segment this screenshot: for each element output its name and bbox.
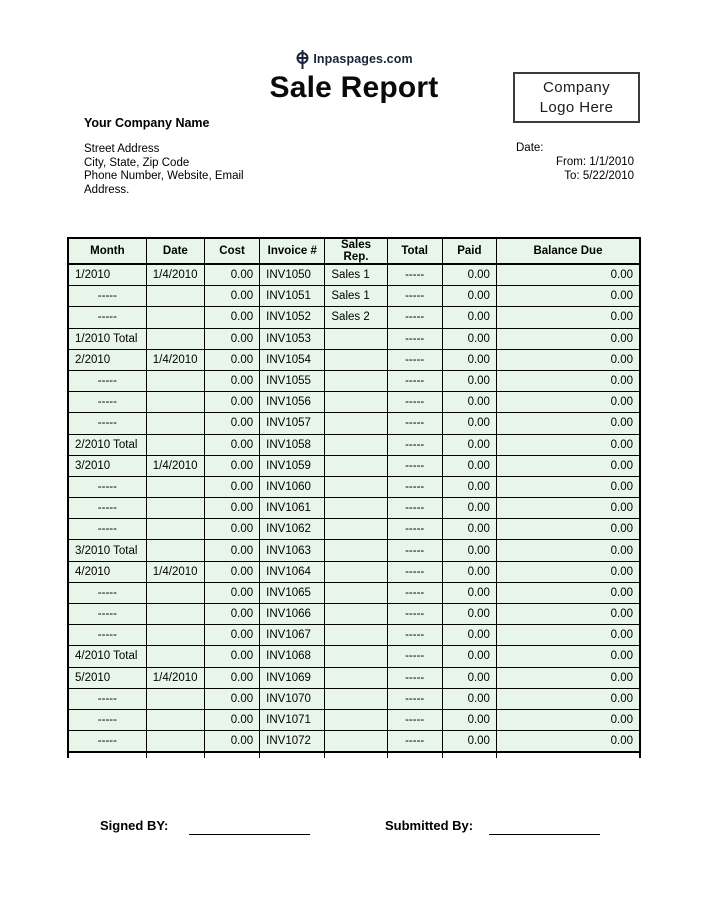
table-cell-empty <box>68 752 146 758</box>
table-cell: 0.00 <box>442 519 496 540</box>
table-cell: 0.00 <box>496 582 640 603</box>
table-row <box>68 498 640 519</box>
table-cell: ----- <box>68 582 146 603</box>
table-cell: 0.00 <box>204 731 259 753</box>
signed-by-label: Signed BY: <box>100 818 169 833</box>
table-cell: ----- <box>68 625 146 646</box>
table-cell: INV1060 <box>260 476 325 497</box>
table-cell: 0.00 <box>496 709 640 730</box>
table-cell: 0.00 <box>442 455 496 476</box>
table-cell: ----- <box>68 392 146 413</box>
table-partial-row <box>68 752 640 758</box>
table-cell: 0.00 <box>442 413 496 434</box>
table-cell: INV1055 <box>260 370 325 391</box>
table-cell: INV1068 <box>260 646 325 667</box>
table-cell: ----- <box>387 307 442 328</box>
table-cell: ----- <box>387 286 442 307</box>
table-cell: 0.00 <box>442 349 496 370</box>
table-row <box>68 392 640 413</box>
table-cell: 0.00 <box>442 731 496 753</box>
table-row <box>68 519 640 540</box>
table-cell: 1/4/2010 <box>146 667 204 688</box>
brand <box>0 49 708 69</box>
table-cell: 0.00 <box>204 476 259 497</box>
table-cell: ----- <box>387 604 442 625</box>
table-cell-empty <box>146 752 204 758</box>
table-cell: INV1070 <box>260 688 325 709</box>
table-row <box>68 688 640 709</box>
table-cell: 0.00 <box>442 540 496 561</box>
table-cell <box>325 731 387 753</box>
table-cell <box>325 688 387 709</box>
table-cell: 0.00 <box>496 688 640 709</box>
date-to: To: 5/22/2010 <box>564 170 634 182</box>
table-cell: 3/2010 <box>68 455 146 476</box>
table-cell-empty <box>387 752 442 758</box>
table-cell: INV1064 <box>260 561 325 582</box>
table-cell <box>146 582 204 603</box>
table-cell: 0.00 <box>204 434 259 455</box>
submitted-by-signature-line <box>489 834 600 835</box>
table-cell: 0.00 <box>496 731 640 753</box>
table-cell: 0.00 <box>204 709 259 730</box>
table-header <box>68 238 640 264</box>
table-cell: ----- <box>387 370 442 391</box>
company-logo-placeholder <box>513 72 640 123</box>
table-cell: 0.00 <box>442 264 496 286</box>
header-invoice: Invoice # <box>260 238 325 264</box>
table-cell: INV1054 <box>260 349 325 370</box>
table-cell <box>325 561 387 582</box>
table-cell-empty <box>325 752 387 758</box>
table-cell: 0.00 <box>204 604 259 625</box>
table-cell <box>325 413 387 434</box>
table-cell: INV1058 <box>260 434 325 455</box>
table-row <box>68 455 640 476</box>
table-cell: 0.00 <box>204 625 259 646</box>
table-cell: INV1057 <box>260 413 325 434</box>
table-cell: 1/4/2010 <box>146 349 204 370</box>
table-cell: 1/2010 <box>68 264 146 286</box>
date-from: From: 1/1/2010 <box>556 156 634 168</box>
logo-placeholder-line2: Logo Here <box>539 99 614 116</box>
table-cell: 1/4/2010 <box>146 561 204 582</box>
table-cell <box>325 498 387 519</box>
table-cell: 0.00 <box>442 286 496 307</box>
table-cell <box>325 540 387 561</box>
table-cell: 0.00 <box>496 625 640 646</box>
table-cell: 0.00 <box>442 582 496 603</box>
table-cell: 0.00 <box>496 476 640 497</box>
table-cell: INV1051 <box>260 286 325 307</box>
table-cell: ----- <box>387 498 442 519</box>
table-cell: ----- <box>68 307 146 328</box>
address-line: Street Address <box>84 143 160 155</box>
table-row <box>68 413 640 434</box>
table-cell: ----- <box>387 688 442 709</box>
table-cell: INV1065 <box>260 582 325 603</box>
header-date: Date <box>146 238 204 264</box>
table-row <box>68 646 640 667</box>
table-row <box>68 625 640 646</box>
table-cell: 1/4/2010 <box>146 455 204 476</box>
table-cell-empty <box>204 752 259 758</box>
table-row <box>68 709 640 730</box>
table-row <box>68 264 640 286</box>
table-row <box>68 540 640 561</box>
table-cell <box>146 540 204 561</box>
brand-text: Inpaspages.com <box>313 52 413 66</box>
table-cell: 0.00 <box>204 540 259 561</box>
table-cell: 0.00 <box>496 455 640 476</box>
table-cell <box>325 646 387 667</box>
sales-table <box>67 237 641 758</box>
table-cell: 0.00 <box>496 498 640 519</box>
table-cell: ----- <box>387 519 442 540</box>
table-cell: ----- <box>387 264 442 286</box>
crosshair-logo-icon <box>295 50 310 69</box>
table-cell <box>146 286 204 307</box>
table-row <box>68 370 640 391</box>
table-cell: ----- <box>387 646 442 667</box>
table-cell <box>146 625 204 646</box>
signed-by-signature-line <box>189 834 310 835</box>
table-cell: Sales 1 <box>325 264 387 286</box>
table-cell: 4/2010 <box>68 561 146 582</box>
submitted-by-label: Submitted By: <box>385 818 474 833</box>
table-cell: ----- <box>387 540 442 561</box>
table-cell: 0.00 <box>496 392 640 413</box>
table-cell: 0.00 <box>442 688 496 709</box>
table-cell <box>146 646 204 667</box>
table-cell: 0.00 <box>496 413 640 434</box>
table-cell: 0.00 <box>204 667 259 688</box>
table-cell: INV1062 <box>260 519 325 540</box>
table-cell <box>146 731 204 753</box>
table-row <box>68 604 640 625</box>
table-cell: 0.00 <box>496 370 640 391</box>
table-cell: INV1059 <box>260 455 325 476</box>
address-line: City, State, Zip Code <box>84 156 190 169</box>
table-cell <box>146 498 204 519</box>
table-cell: 1/2010 Total <box>68 328 146 349</box>
table-cell: 2/2010 Total <box>68 434 146 455</box>
table-cell: ----- <box>387 413 442 434</box>
table-cell: ----- <box>68 688 146 709</box>
table-cell <box>325 625 387 646</box>
table-cell: 0.00 <box>204 264 259 286</box>
table-cell: 1/4/2010 <box>146 264 204 286</box>
table-cell: INV1053 <box>260 328 325 349</box>
table-cell: ----- <box>68 519 146 540</box>
table-row <box>68 667 640 688</box>
table-row <box>68 476 640 497</box>
table-cell: 0.00 <box>442 328 496 349</box>
table-cell <box>325 455 387 476</box>
header-row <box>68 238 640 264</box>
page-title: Sale Report <box>269 71 439 104</box>
table-cell: ----- <box>387 667 442 688</box>
table-cell: 0.00 <box>442 307 496 328</box>
table-cell: 0.00 <box>204 646 259 667</box>
table-cell: 0.00 <box>204 307 259 328</box>
table-cell <box>325 328 387 349</box>
table-cell: INV1056 <box>260 392 325 413</box>
table-cell <box>146 604 204 625</box>
table-cell <box>325 582 387 603</box>
header-balance-due: Balance Due <box>496 238 640 264</box>
table-cell: ----- <box>68 476 146 497</box>
date-label: Date: <box>516 142 544 154</box>
table-cell: 0.00 <box>442 667 496 688</box>
table-cell-empty <box>260 752 325 758</box>
table-cell: 0.00 <box>204 498 259 519</box>
table-cell-empty <box>442 752 496 758</box>
table-cell: 0.00 <box>204 455 259 476</box>
table-row <box>68 434 640 455</box>
table-cell: 0.00 <box>442 625 496 646</box>
table-cell <box>146 370 204 391</box>
table-cell: 0.00 <box>442 370 496 391</box>
table-cell: 0.00 <box>204 688 259 709</box>
table-cell <box>325 519 387 540</box>
table-cell: INV1063 <box>260 540 325 561</box>
table-cell: ----- <box>387 434 442 455</box>
table-cell: ----- <box>68 709 146 730</box>
table-cell: 2/2010 <box>68 349 146 370</box>
table-cell: INV1066 <box>260 604 325 625</box>
table-cell <box>325 349 387 370</box>
table-cell <box>325 667 387 688</box>
table-cell: ----- <box>68 413 146 434</box>
table-cell: 0.00 <box>442 646 496 667</box>
table-cell: 0.00 <box>496 561 640 582</box>
table-cell: 5/2010 <box>68 667 146 688</box>
table-cell: ----- <box>387 392 442 413</box>
table-body <box>68 264 640 758</box>
table-cell: 0.00 <box>496 264 640 286</box>
logo-placeholder-line1: Company <box>543 79 610 96</box>
table-cell: ----- <box>387 625 442 646</box>
address-line: Phone Number, Website, Email <box>84 170 244 182</box>
table-cell: ----- <box>387 561 442 582</box>
table-cell: 0.00 <box>496 540 640 561</box>
table-cell <box>146 392 204 413</box>
table-cell: 0.00 <box>204 349 259 370</box>
table-cell: 0.00 <box>496 604 640 625</box>
table-cell: 0.00 <box>496 286 640 307</box>
table-cell <box>146 476 204 497</box>
address-line: Address. <box>84 183 130 196</box>
table-cell: 0.00 <box>442 498 496 519</box>
table-cell: 0.00 <box>496 349 640 370</box>
table-cell <box>325 604 387 625</box>
table-row <box>68 328 640 349</box>
company-name: Your Company Name <box>84 116 210 130</box>
header-month: Month <box>68 238 146 264</box>
table-cell: 0.00 <box>204 519 259 540</box>
header-total: Total <box>387 238 442 264</box>
table-cell: ----- <box>387 731 442 753</box>
table-cell: 0.00 <box>204 561 259 582</box>
table-row <box>68 582 640 603</box>
table-cell: 0.00 <box>204 582 259 603</box>
date-range-block <box>516 141 634 183</box>
table-cell: 0.00 <box>442 392 496 413</box>
table-cell: ----- <box>68 286 146 307</box>
table-cell: INV1067 <box>260 625 325 646</box>
table-cell: ----- <box>68 604 146 625</box>
table-cell: INV1071 <box>260 709 325 730</box>
table-cell: Sales 2 <box>325 307 387 328</box>
table-cell: 0.00 <box>204 413 259 434</box>
table-cell: 0.00 <box>496 434 640 455</box>
table-cell: 0.00 <box>204 392 259 413</box>
table-row <box>68 307 640 328</box>
table-row <box>68 286 640 307</box>
table-cell: INV1072 <box>260 731 325 753</box>
table-cell: ----- <box>68 370 146 391</box>
table-cell: ----- <box>387 328 442 349</box>
table-cell: 0.00 <box>442 434 496 455</box>
table-cell: 0.00 <box>496 307 640 328</box>
table-cell: ----- <box>68 498 146 519</box>
table-cell: INV1052 <box>260 307 325 328</box>
table-cell: INV1050 <box>260 264 325 286</box>
table-cell: ----- <box>68 731 146 753</box>
table-cell: 0.00 <box>442 476 496 497</box>
table-cell: 0.00 <box>496 667 640 688</box>
table-cell: ----- <box>387 582 442 603</box>
table-cell <box>146 307 204 328</box>
table-cell: 0.00 <box>442 604 496 625</box>
table-cell <box>325 392 387 413</box>
table-cell: ----- <box>387 349 442 370</box>
header-paid: Paid <box>442 238 496 264</box>
table-cell: ----- <box>387 709 442 730</box>
table-cell: 0.00 <box>204 328 259 349</box>
table-cell <box>325 476 387 497</box>
table-cell <box>146 328 204 349</box>
table-row <box>68 349 640 370</box>
table-cell: 0.00 <box>204 286 259 307</box>
header-cost: Cost <box>204 238 259 264</box>
table-row <box>68 561 640 582</box>
table-cell: INV1061 <box>260 498 325 519</box>
company-address <box>84 143 244 197</box>
table-cell: Sales 1 <box>325 286 387 307</box>
table-cell: 0.00 <box>442 561 496 582</box>
table-cell-empty <box>496 752 640 758</box>
table-cell <box>146 413 204 434</box>
table-cell: 0.00 <box>204 370 259 391</box>
table-cell: 0.00 <box>496 519 640 540</box>
table-cell: 0.00 <box>496 328 640 349</box>
table-cell: 0.00 <box>496 646 640 667</box>
table-cell <box>325 370 387 391</box>
table-cell <box>325 709 387 730</box>
table-cell <box>146 688 204 709</box>
table-cell <box>146 709 204 730</box>
table-cell <box>325 434 387 455</box>
table-cell: 3/2010 Total <box>68 540 146 561</box>
table-cell: INV1069 <box>260 667 325 688</box>
table-cell: 0.00 <box>442 709 496 730</box>
table-cell <box>146 434 204 455</box>
table-cell <box>146 519 204 540</box>
table-cell: ----- <box>387 455 442 476</box>
header-sales-rep: Sales Rep. <box>325 238 387 264</box>
table-cell: 4/2010 Total <box>68 646 146 667</box>
table-row <box>68 731 640 753</box>
table-cell: ----- <box>387 476 442 497</box>
